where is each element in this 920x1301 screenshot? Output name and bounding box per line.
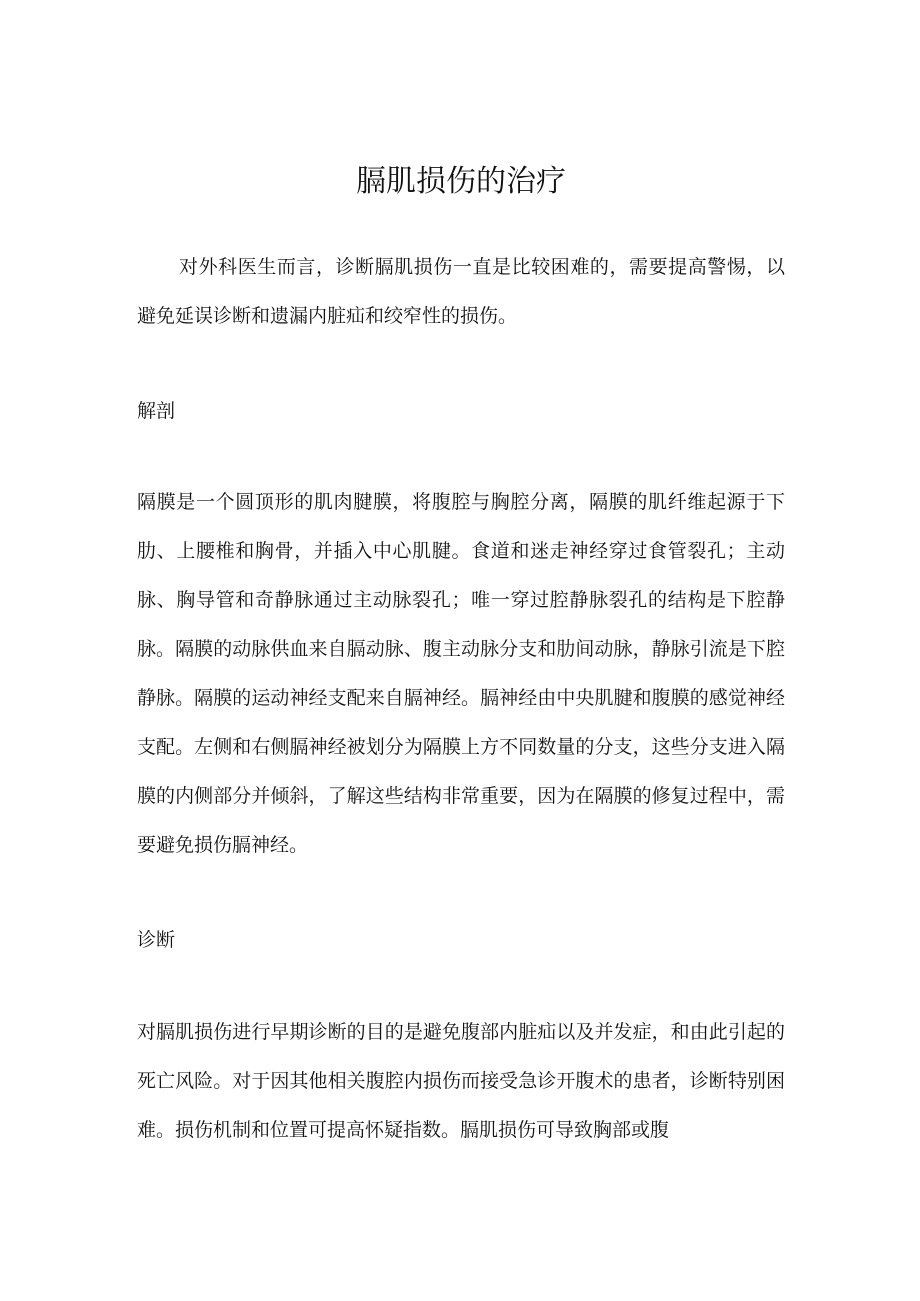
anatomy-paragraph: 隔膜是一个圆顶形的肌肉腱膜，将腹腔与胸腔分离，隔膜的肌纤维起源于下肋、上腰椎和胸骨，并插入中心肌腱。食道和迷走神经穿过食管裂孔；主动脉、胸导管和奇静脉通过主动脉裂孔；唯一穿过腔静脉裂孔的结构是下腔静脉。隔膜的动脉供血来自膈动脉、腹主动脉分支和肋间动脉，静脉引流是下腔静脉。隔膜的运动神经支配来自膈神经。膈神经由中央肌腱和腹膜的感觉神经支配。左侧和右侧膈神经被划分为隔膜上方不同数量的分支，这些分支进入隔膜的内侧部分并倾斜，了解这些结构非常重要，因为在隔膜的修复过程中，需要避免损伤膈神经。 (137, 491, 785, 856)
intro-paragraph: 对外科医生而言，诊断膈肌损伤一直是比较困难的，需要提高警惕，以避免延误诊断和遗漏内脏疝和绞窄性的损伤。 (137, 256, 785, 327)
document-title: 膈肌损伤的治疗 (356, 164, 566, 199)
section-heading-diagnosis: 诊断 (137, 929, 176, 951)
diagnosis-paragraph: 对膈肌损伤进行早期诊断的目的是避免腹部内脏疝以及并发症，和由此引起的死亡风险。对于因其他相关腹腔内损伤而接受急诊开腹术的患者，诊断特别困难。损伤机制和位置可提高怀疑指数。膈肌损伤可导致胸部或腹 (137, 1021, 785, 1141)
section-heading-anatomy: 解剖 (137, 400, 176, 422)
